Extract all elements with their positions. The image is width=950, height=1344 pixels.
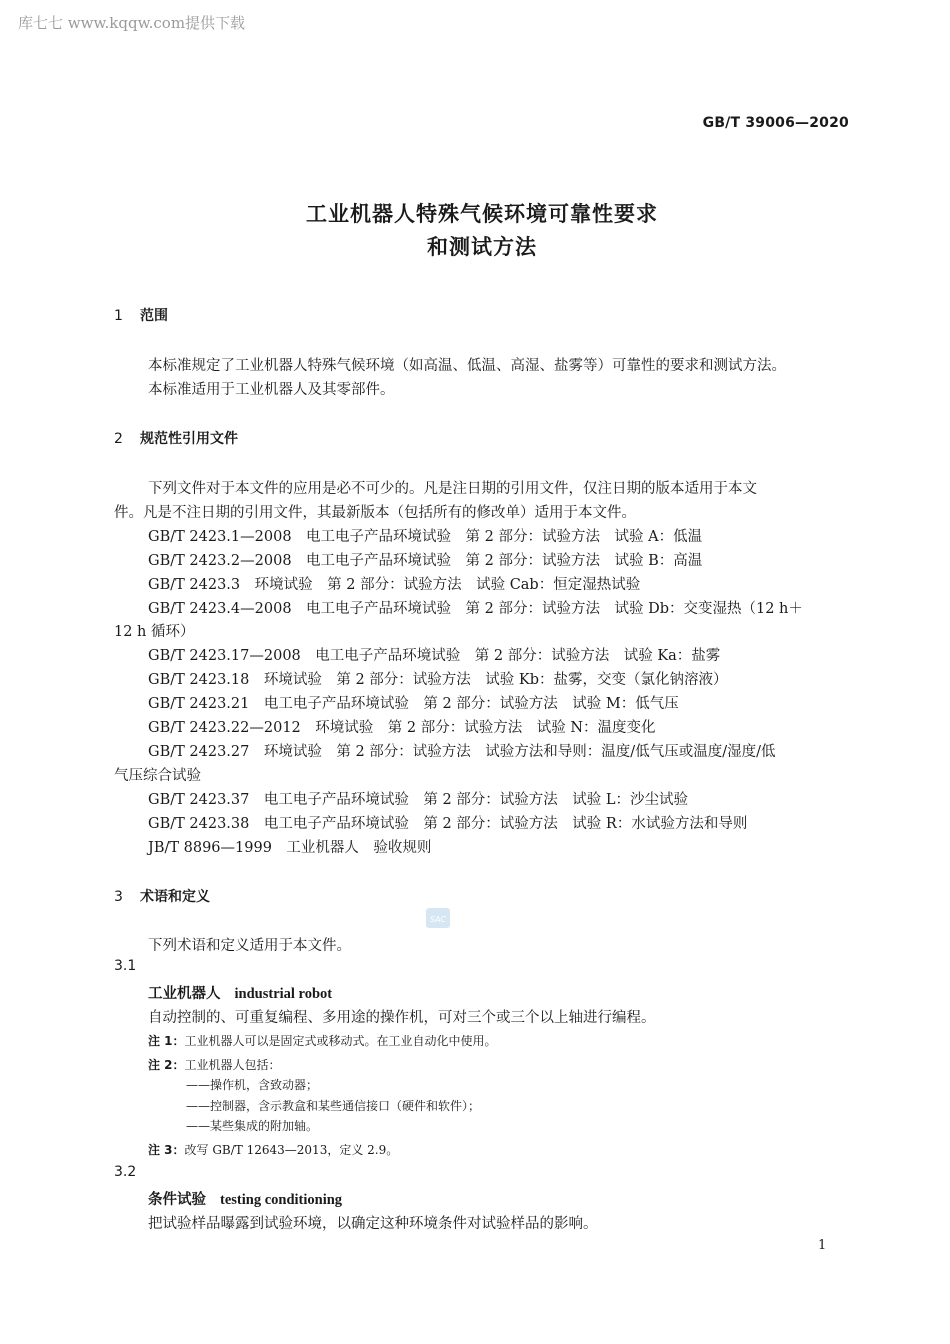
watermark: 库七七 www.kqqw.com提供下载 bbox=[18, 14, 246, 32]
term-heading bbox=[148, 1188, 342, 1209]
standard-number: GB/T 39006—2020 bbox=[702, 115, 849, 131]
logo-text: SAC bbox=[429, 915, 447, 924]
term-definition: 把试验样品曝露到试验环境，以确定这种环境条件对试验样品的影响。 bbox=[148, 1216, 598, 1232]
dash-list-item: ——控制器，含示教盒和某些通信接口（硬件和软件）； bbox=[186, 1099, 481, 1113]
note-text: 改写 GB/T 12643—2013，定义 2.9。 bbox=[184, 1143, 399, 1157]
section-title: 范围 bbox=[140, 308, 168, 324]
scope-paragraph-1: 本标准规定了工业机器人特殊气候环境（如高温、低温、高湿、盐雾等）可靠性的要求和测试方法。 bbox=[148, 358, 786, 374]
reference-item: GB/T 2423.1—2008 电工电子产品环境试验 第 2 部分：试验方法 试验 A：低温 bbox=[148, 529, 703, 545]
reference-item: GB/T 2423.21 电工电子产品环境试验 第 2 部分：试验方法 试验 M：低气压 bbox=[148, 696, 679, 712]
reference-item: GB/T 2423.2—2008 电工电子产品环境试验 第 2 部分：试验方法 试验 B：高温 bbox=[148, 553, 703, 569]
section-heading-references bbox=[114, 428, 238, 448]
note-3 bbox=[148, 1141, 398, 1158]
reference-item: GB/T 2423.4—2008 电工电子产品环境试验 第 2 部分：试验方法 试验 Db：交变湿热（12 h＋ bbox=[148, 601, 803, 617]
note-2 bbox=[148, 1056, 281, 1073]
term-number: 3.1 bbox=[114, 958, 137, 974]
doc-title-line1: 工业机器人特殊气候环境可靠性要求 bbox=[306, 202, 658, 226]
section-number: 2 bbox=[114, 431, 123, 447]
section-number: 3 bbox=[114, 889, 123, 905]
dash-list-item: ——某些集成的附加轴。 bbox=[186, 1119, 319, 1133]
section-heading-terms bbox=[114, 886, 210, 906]
reference-item: GB/T 2423.38 电工电子产品环境试验 第 2 部分：试验方法 试验 R：水试验方法和导则 bbox=[148, 816, 748, 832]
term-definition: 自动控制的、可重复编程、多用途的操作机，可对三个或三个以上轴进行编程。 bbox=[148, 1010, 656, 1026]
reference-item: GB/T 2423.3 环境试验 第 2 部分：试验方法 试验 Cab：恒定湿热试验 bbox=[148, 577, 641, 593]
page-number: 1 bbox=[818, 1238, 827, 1253]
term-heading bbox=[148, 982, 332, 1003]
note-1 bbox=[148, 1032, 497, 1049]
reference-item: GB/T 2423.18 环境试验 第 2 部分：试验方法 试验 Kb：盐雾，交变（氯化钠溶液） bbox=[148, 672, 728, 688]
reference-item-continuation: 气压综合试验 bbox=[114, 768, 201, 784]
term-en: testing conditioning bbox=[220, 1192, 343, 1208]
sac-logo-icon bbox=[425, 906, 451, 930]
term-en: industrial robot bbox=[234, 986, 333, 1002]
reference-item: GB/T 2423.22—2012 环境试验 第 2 部分：试验方法 试验 N：温度变化 bbox=[148, 720, 656, 736]
doc-title-line2: 和测试方法 bbox=[427, 235, 537, 259]
dash-list-item: ——操作机，含致动器； bbox=[186, 1078, 319, 1092]
refs-intro-line1: 下列文件对于本文件的应用是必不可少的。凡是注日期的引用文件，仅注日期的版本适用于本文 bbox=[148, 481, 757, 497]
refs-intro-line2: 件。凡是不注日期的引用文件，其最新版本（包括所有的修改单）适用于本文件。 bbox=[114, 505, 636, 521]
term-number: 3.2 bbox=[114, 1164, 137, 1180]
reference-item: GB/T 2423.37 电工电子产品环境试验 第 2 部分：试验方法 试验 L：沙尘试验 bbox=[148, 792, 689, 808]
scope-paragraph-2: 本标准适用于工业机器人及其零部件。 bbox=[148, 382, 395, 398]
note-label: 注 2： bbox=[148, 1058, 185, 1072]
note-text: 工业机器人包括： bbox=[184, 1058, 281, 1072]
section-title: 术语和定义 bbox=[140, 889, 210, 905]
note-text: 工业机器人可以是固定式或移动式。在工业自动化中使用。 bbox=[184, 1034, 497, 1048]
reference-item: JB/T 8896—1999 工业机器人 验收规则 bbox=[148, 840, 432, 856]
section-title: 规范性引用文件 bbox=[140, 431, 238, 447]
note-label: 注 3： bbox=[148, 1143, 185, 1157]
section-number: 1 bbox=[114, 308, 123, 324]
reference-item: GB/T 2423.17—2008 电工电子产品环境试验 第 2 部分：试验方法 试验 Ka：盐雾 bbox=[148, 648, 721, 664]
section-heading-scope bbox=[114, 305, 168, 325]
terms-intro: 下列术语和定义适用于本文件。 bbox=[148, 938, 351, 954]
reference-item-continuation: 12 h 循环） bbox=[114, 624, 195, 640]
note-label: 注 1： bbox=[148, 1034, 185, 1048]
term-zh: 工业机器人 bbox=[148, 986, 221, 1002]
term-zh: 条件试验 bbox=[148, 1192, 206, 1208]
reference-item: GB/T 2423.27 环境试验 第 2 部分：试验方法 试验方法和导则：温度/低气压或温度/湿度/低 bbox=[148, 744, 776, 760]
